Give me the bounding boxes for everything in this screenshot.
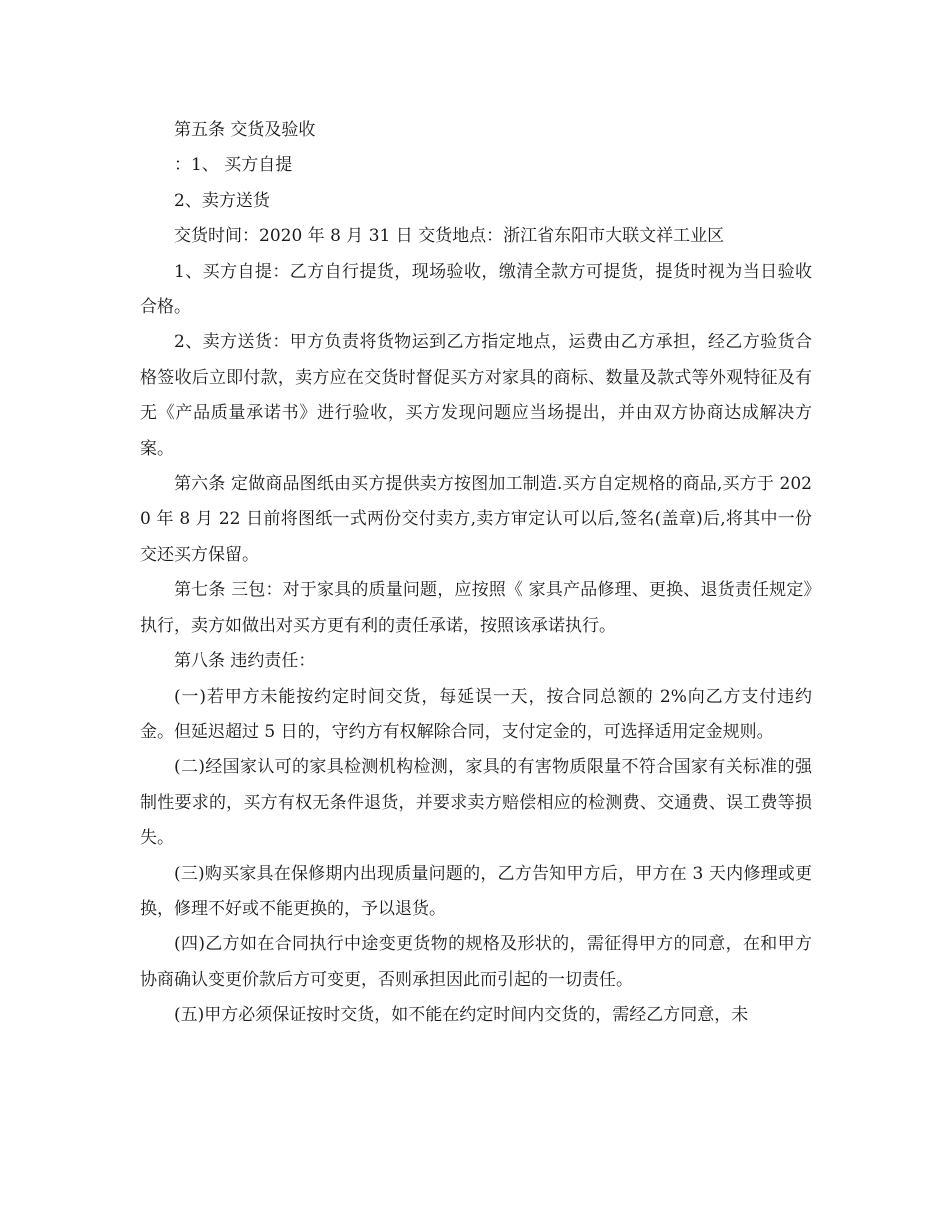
delivery-time-place: 交货时间：2020 年 8 月 31 日 交货地点：浙江省东阳市大联文祥工业区 xyxy=(174,226,725,247)
breach-clause-3: (三)购买家具在保修期内出现质量问题的，乙方告知甲方后，甲方在 3 天内修理或更换，修理不好或不能更换的，予以退货。 xyxy=(140,863,812,919)
breach-clause-1: (一)若甲方未能按约定时间交货，每延误一天，按合同总额的 2%向乙方支付违约金。但延迟超过 5 日的，守约方有权解除合同，支付定金的，可选择适用定金规则。 xyxy=(140,686,812,742)
section-8-heading: 第八条 违约责任： xyxy=(174,651,316,672)
seller-delivery-clause: 2、卖方送货：甲方负责将货物运到乙方指定地点，运费由乙方承担，经乙方验货合格签收后立即付款，卖方应在交货时督促买方对家具的商标、数量及款式等外观特征及有无《产品质量承诺书》进行验收，买方发现问题应当场提出，并由双方协商达成解决方案。 xyxy=(140,332,812,459)
buyer-pickup-clause: 1、买方自提：乙方自行提货，现场验收，缴清全款方可提货，提货时视为当日验收合格。 xyxy=(140,261,812,318)
section-7-warranty: 第七条 三包：对于家具的质量问题，应按照《 家具产品修理、更换、退货责任规定》执行，卖方如做出对买方更有利的责任承诺，按照该承诺执行。 xyxy=(140,580,812,636)
delivery-option-2: 2、卖方送货 xyxy=(174,190,270,211)
delivery-option-1: ：1、 买方自提 xyxy=(174,155,293,176)
breach-clause-2: (二)经国家认可的家具检测机构检测，家具的有害物质限量不符合国家有关标准的强制性要求的，买方有权无条件退货，并要求卖方赔偿相应的检测费、交通费、误工费等损失。 xyxy=(140,757,812,849)
section-6-custom-goods: 第六条 定做商品图纸由买方提供卖方按图加工制造.买方自定规格的商品,买方于 2020 年 8 月 22 日前将图纸一式两份交付卖方,卖方审定认可以后,签名(盖章)后,将其中一份交还买方保留。 xyxy=(140,474,812,565)
document-body xyxy=(140,113,812,1034)
breach-clause-5: (五)甲方必须保证按时交货，如不能在约定时间内交货的，需经乙方同意，未 xyxy=(174,1005,749,1026)
section-5-heading: 第五条 交货及验收 xyxy=(174,120,316,140)
breach-clause-4: (四)乙方如在合同执行中途变更货物的规格及形状的，需征得甲方的同意，在和甲方协商确认变更价款后方可变更，否则承担因此而引起的一切责任。 xyxy=(140,934,812,990)
